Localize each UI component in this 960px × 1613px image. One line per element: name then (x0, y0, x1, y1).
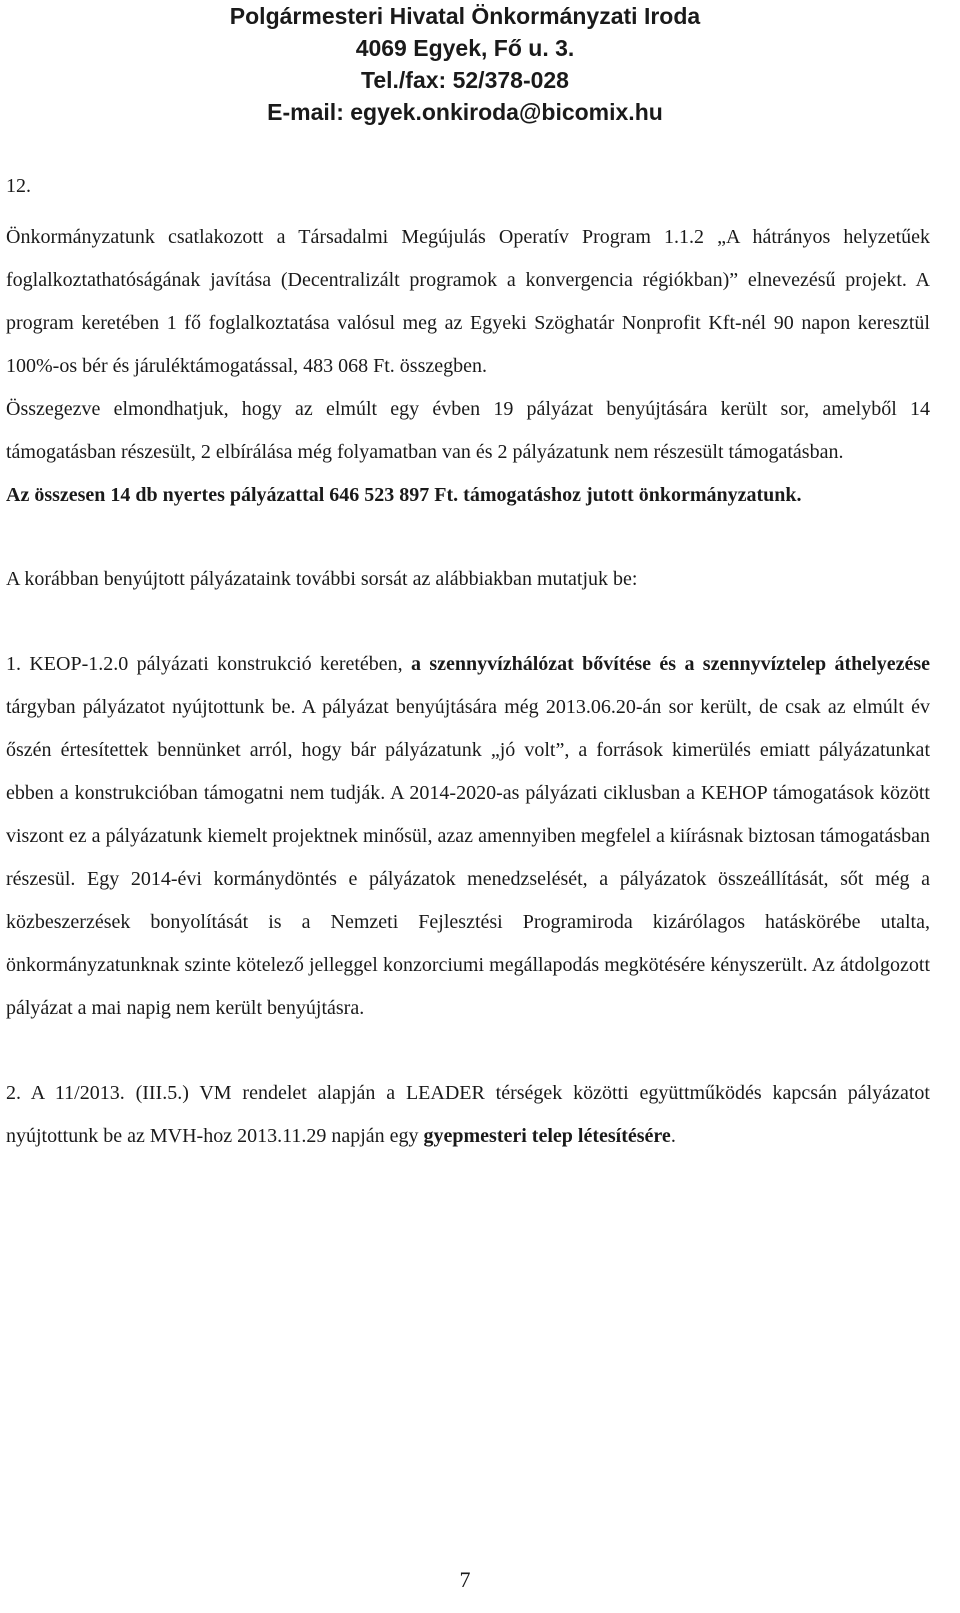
page-number: 7 (459, 1567, 471, 1592)
paragraph-intro: A korábban benyújtott pályázataink további sorsát az alábbiakban mutatjuk be: (6, 568, 638, 590)
item-leader-end: . (670, 1125, 676, 1147)
paragraph-program: Önkormányzatunk csatlakozott a Társadalmi Megújulás Operatív Program 1.1.2 „A hátrányos helyzetűek foglalkoztathatóságának javítása (Decentralizált programok a konvergencia régiókban)” elnevezésű projekt. A program keretében 1 fő foglalkoztatása valósul meg az Egyeki Szöghatár Nonprofit Kft-nél 90 napon keresztül 100%-os bér és járuléktámogatással, 483 068 Ft. összegben. (6, 226, 930, 377)
item-keop-lead: 1. KEOP-1.2.0 pályázati konstrukció keretében, (6, 653, 412, 675)
body-text (6, 216, 930, 1158)
letterhead (0, 0, 930, 128)
paragraph-total-funding: Az összesen 14 db nyertes pályázattal 646 523 897 Ft. támogatáshoz jutott önkormányzatunk. (6, 484, 802, 506)
letterhead-address: 4069 Egyek, Fő u. 3. (355, 35, 575, 61)
section-number: 12. (6, 175, 31, 197)
item-keop-text: tárgyban pályázatot nyújtottunk be. A pályázat benyújtására még 2013.06.20-án sor került, de csak az elmúlt év őszén értesítettek bennünket arról, hogy bár pályázatunk „jó volt”, a források kimerülés emiatt pályázatunkat ebben a konstrukcióban támogatni nem tudják. A 2014-2020-as pályázati ciklusban a KEHOP támogatások között viszont ez a pályázatunk kiemelt projektnek minősül, azaz amennyiben megfelel a kiírásnak biztosan támogatásban részesül. Egy 2014-évi kormánydöntés e pályázatok menedzselését, a pályázatok összeállítását, sőt még a közbeszerzések bonyolítását is a Nemzeti Fejlesztési Programiroda kizárólagos hatáskörébe utalta, önkormányzatunknak szinte kötelező jelleggel konzorciumi megállapodás megkötésére kényszerült. Az átdolgozott pályázat a mai napig nem került benyújtásra. (6, 696, 930, 1019)
paragraph-summary: Összegezve elmondhatjuk, hogy az elmúlt egy évben 19 pályázat benyújtására került sor, amelyből 14 támogatásban részesült, 2 elbírálása még folyamatban van és 2 pályázatunk nem részesült támogatásban. (6, 398, 930, 463)
list-item-keop (6, 643, 930, 1030)
letterhead-office-name: Polgármesteri Hivatal Önkormányzati Iroda (229, 3, 701, 29)
letterhead-email: E-mail: egyek.onkiroda@bicomix.hu (267, 99, 663, 125)
list-item-leader (6, 1072, 930, 1158)
item-leader-lead: 2. A 11/2013. (III.5.) VM rendelet alapján a LEADER térségek közötti együttműködés kapcsán pályázatot nyújtottunk be az MVH-hoz 2013.11.29 napján egy (6, 1082, 930, 1147)
letterhead-phone-fax: Tel./fax: 52/378-028 (361, 67, 569, 93)
item-leader-subject: gyepmesteri telep létesítésére (423, 1125, 671, 1147)
item-keop-subject: a szennyvízhálózat bővítése és a szennyvíztelep áthelyezése (411, 653, 930, 675)
